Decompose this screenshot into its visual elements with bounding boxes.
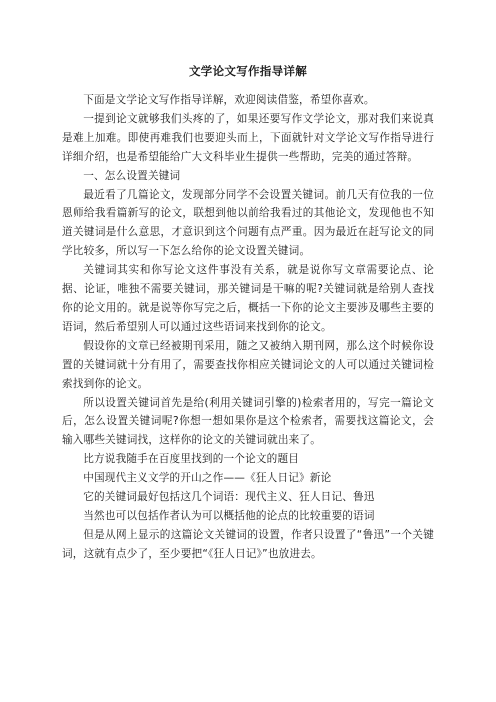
- paragraph-example-title: 中国现代主义文学的开山之作——《狂人日记》新论: [83, 472, 332, 485]
- paragraph-keywords-search: 假设你的文章已经被期刊采用，随之又被纳入期刊网，那么这个时候你设置的关键词就十分有用了，需要查找你相应关键词论文的人可以通过关键词检索找到你的论文。: [62, 339, 434, 390]
- document-page: [62, 62, 434, 564]
- paragraph-keywords-setting: 所以设置关键词首先是给(利用关键词引擎的)检索者用的，写完一篇论文后，怎么设置关键词呢?你想一想如果你是这个检索者，需要找这篇论文，会输入哪些关键词找，这样你的论文的关键词就出来了。: [62, 396, 434, 447]
- paragraph-example-critique: 但是从网上显示的这篇论文关键词的设置，作者只设置了“鲁迅”一个关键词，这就有点少了，至少要把“《狂人日记》”也放进去。: [62, 528, 434, 560]
- paragraph-keywords-problem: 最近看了几篇论文，发现部分同学不会设置关键词。前几天有位我的一位恩师给我看篇新写的论文，联想到他以前给我看过的其他论文，发现他也不知道关键词是什么意思，才意识到这个问题有点严重。因为最近在赶写论文的同学比较多，所以写一下怎么给你的论文设置关键词。: [62, 188, 434, 258]
- paragraph-background: 一提到论文就够我们头疼的了，如果还要写作文学论文，那对我们来说真是难上加难。即使再难我们也要迎头而上，下面就针对文学论文写作指导进行详细介绍，也是希望能给广大文科毕业生提供一些帮助，完美的通过答辩。: [62, 112, 434, 163]
- paragraph-example-extra: 当然也可以包括作者认为可以概括他的论点的比较重要的语词: [83, 509, 375, 522]
- paragraph-intro: 下面是文学论文写作指导详解，欢迎阅读借鉴，希望你喜欢。: [83, 94, 375, 106]
- paragraph-keywords-purpose: 关键词其实和你写论文这件事没有关系，就是说你写文章需要论点、论据、论证，唯独不需要关键词，那关键词是干嘛的呢?关键词就是给别人查找你的论文用的。就是说等你写完之后，概括一下你的论文主要涉及哪些主要的语词，然后希望别人可以通过这些语词来找到你的论文。: [62, 264, 434, 333]
- paragraph-example-intro: 比方说我随手在百度里找到的一个论文的题目: [83, 453, 300, 466]
- paragraph-example-keywords: 它的关键词最好包括这几个词语：现代主义、狂人日记、鲁迅: [83, 491, 375, 504]
- document-title: 文学论文写作指导详解: [189, 64, 307, 78]
- section-heading-keywords: 一、怎么设置关键词: [83, 169, 181, 182]
